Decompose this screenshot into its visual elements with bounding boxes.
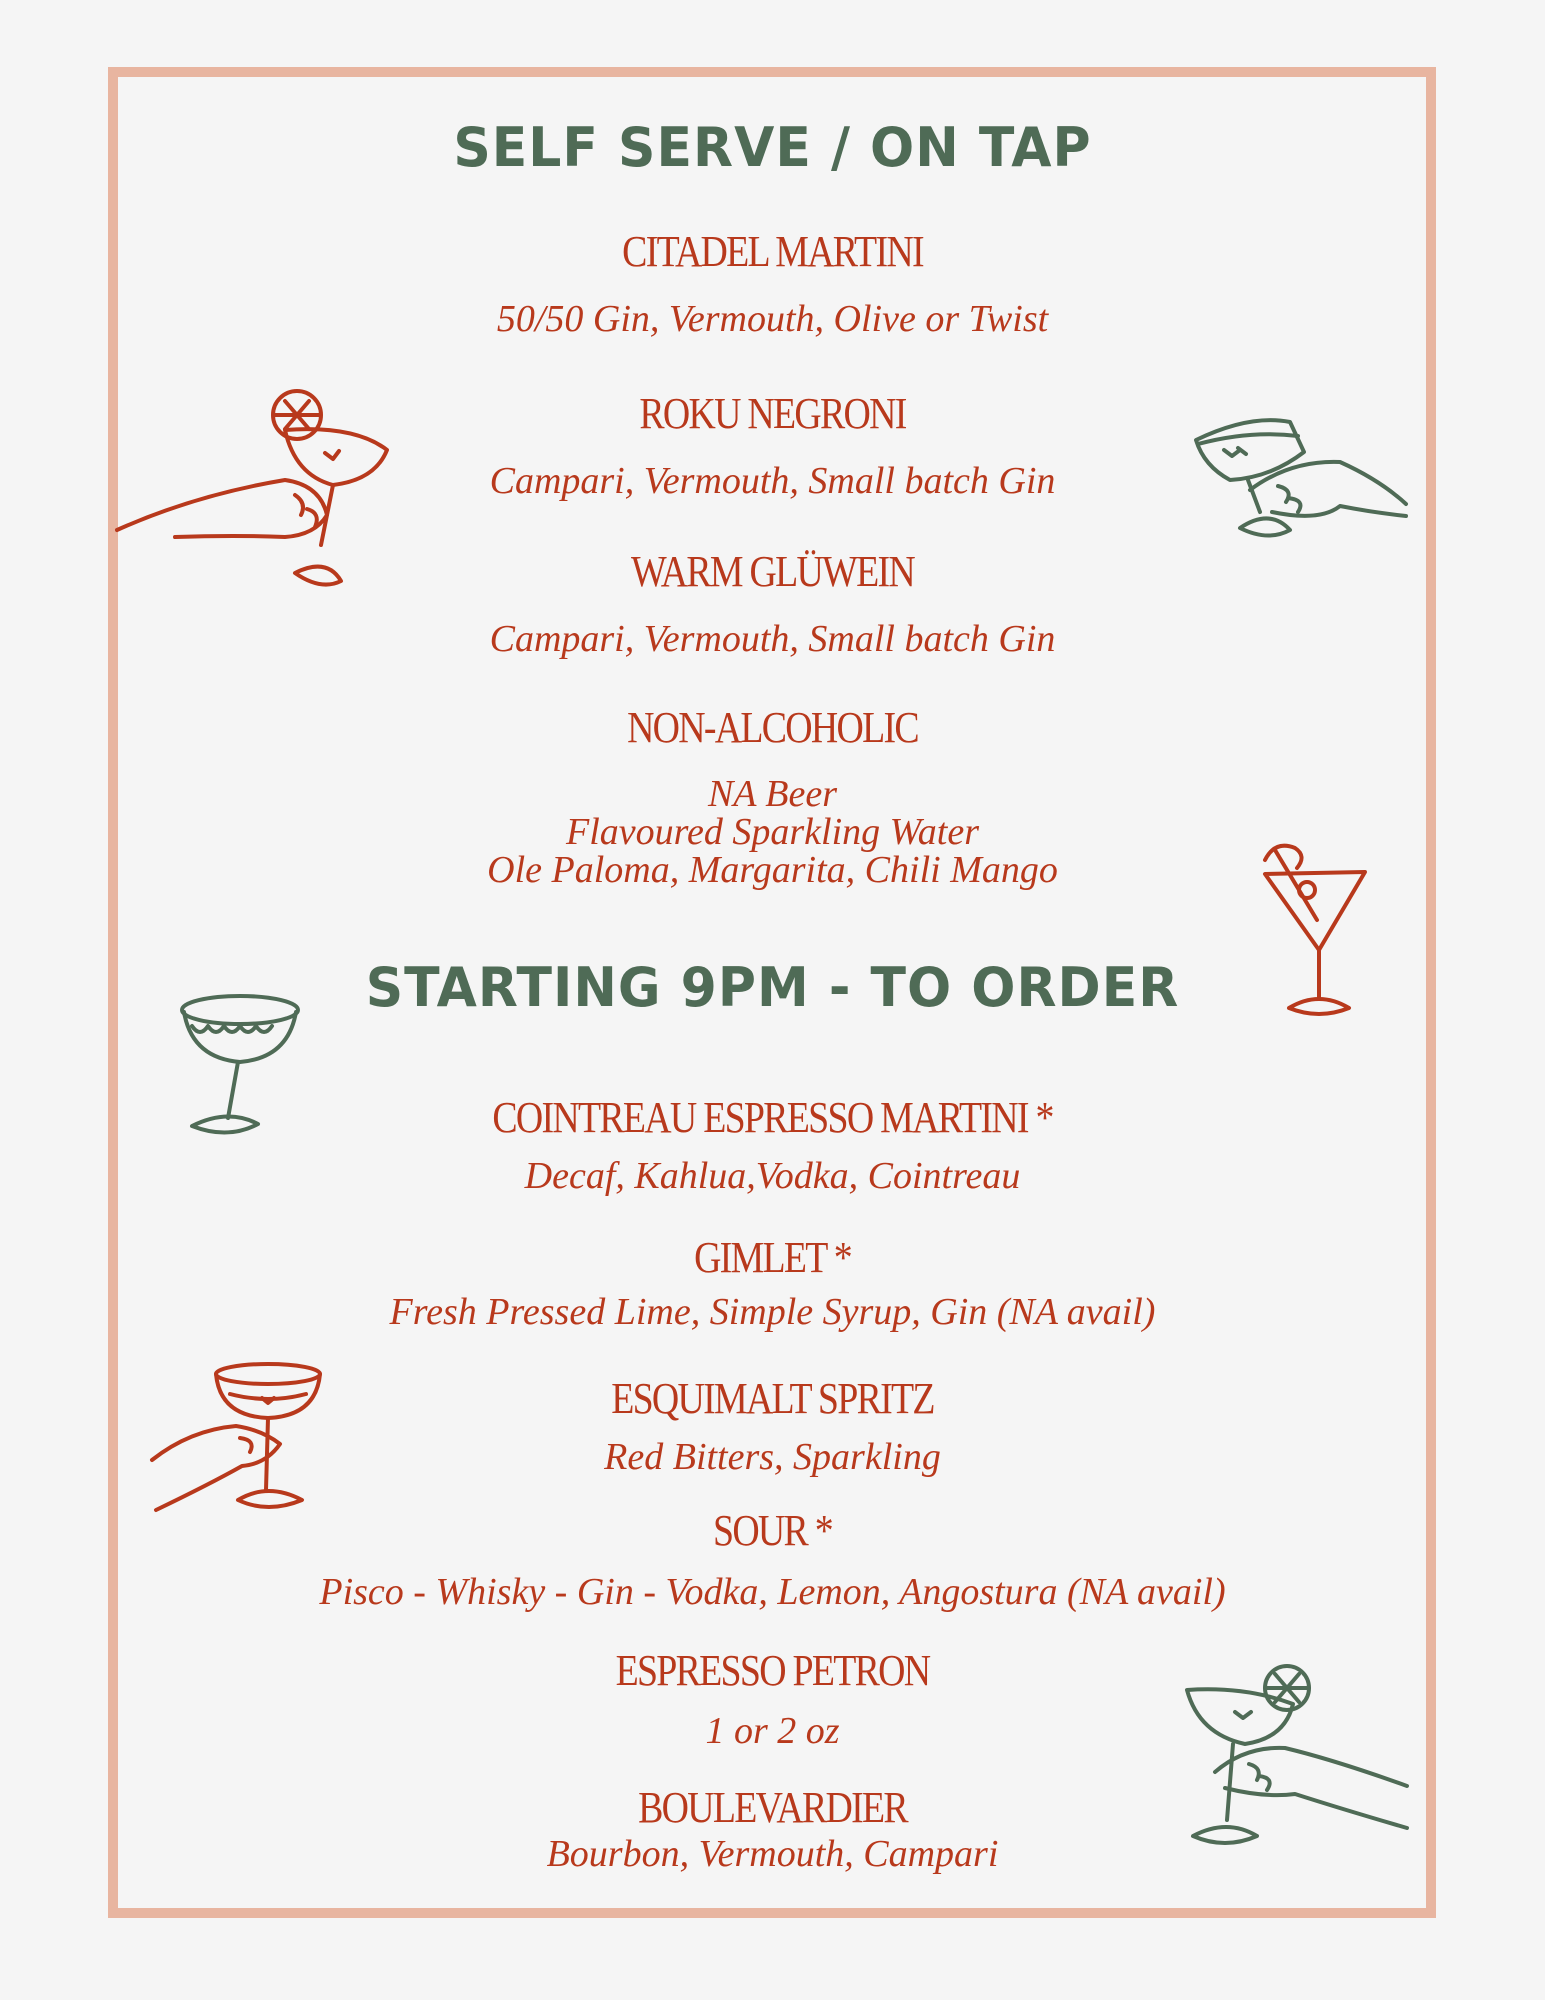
- hand-holding-margarita-icon: [1185, 1660, 1410, 1860]
- na-line-1: NA Beer: [707, 773, 838, 815]
- item-desc-warm-gluwein: Campari, Vermouth, Small batch Gin: [489, 618, 1056, 660]
- item-name-citadel-martini: CITADEL MARTINI: [622, 227, 923, 276]
- item-desc-citadel-martini: 50/50 Gin, Vermouth, Olive or Twist: [496, 298, 1049, 340]
- item-name-boulevardier: BOULEVARDIER: [638, 1783, 907, 1832]
- hand-holding-margarita-icon: [115, 385, 395, 595]
- item-desc-esquimalt-spritz: Red Bitters, Sparkling: [604, 1436, 941, 1478]
- martini-olive-icon: [1255, 830, 1375, 1020]
- item-name-roku-negroni: ROKU NEGRONI: [639, 389, 906, 438]
- section-heading-self-serve: SELF SERVE / ON TAP: [453, 116, 1092, 180]
- item-desc-sour: Pisco - Whisky - Gin - Vodka, Lemon, Angostura (NA avail): [319, 1571, 1226, 1613]
- item-desc-boulevardier: Bourbon, Vermouth, Campari: [546, 1833, 999, 1875]
- item-name-esquimalt-spritz: ESQUIMALT SPRITZ: [611, 1374, 934, 1423]
- hand-holding-coupe-icon: [1190, 400, 1410, 560]
- item-desc-gimlet: Fresh Pressed Lime, Simple Syrup, Gin (NA avail): [389, 1291, 1156, 1333]
- item-name-cointreau-espresso-martini: COINTREAU ESPRESSO MARTINI *: [492, 1093, 1053, 1142]
- item-desc-cointreau-espresso-martini: Decaf, Kahlua,Vodka, Cointreau: [524, 1155, 1021, 1197]
- item-desc-espresso-petron: 1 or 2 oz: [705, 1710, 840, 1752]
- item-name-gimlet: GIMLET *: [694, 1233, 851, 1282]
- item-name-warm-gluwein: WARM GLÜWEIN: [630, 547, 915, 596]
- item-name-sour: SOUR *: [712, 1506, 833, 1555]
- item-name-non-alcoholic: NON-ALCOHOLIC: [627, 703, 918, 752]
- item-desc-roku-negroni: Campari, Vermouth, Small batch Gin: [489, 460, 1056, 502]
- hand-holding-coupe-icon: [150, 1360, 340, 1520]
- na-line-2: Flavoured Sparkling Water: [565, 811, 980, 853]
- section-heading-starting-9pm: STARTING 9PM - TO ORDER: [365, 956, 1180, 1020]
- coupe-glass-icon: [178, 990, 303, 1140]
- item-name-espresso-petron: ESPRESSO PETRON: [615, 1646, 930, 1695]
- na-line-3: Ole Paloma, Margarita, Chili Mango: [487, 849, 1058, 891]
